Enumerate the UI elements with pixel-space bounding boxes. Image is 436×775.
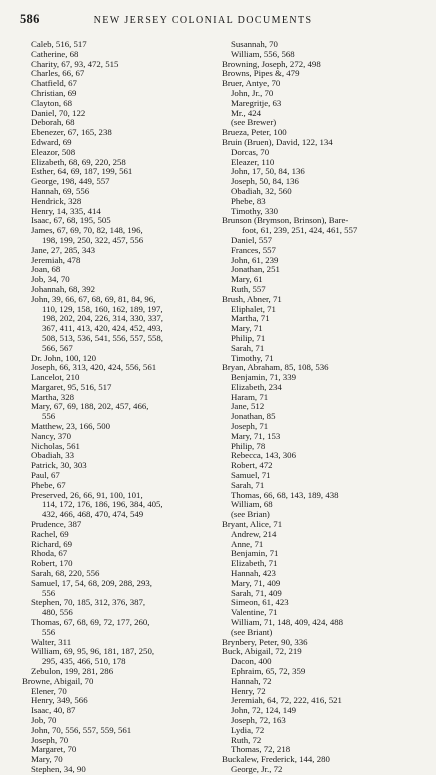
- index-entry-continuation: 432, 466, 468, 470, 474, 549: [42, 510, 144, 520]
- index-entry-continuation: 295, 435, 466, 510, 178: [42, 657, 126, 667]
- index-entry-surname: Buckalew, Frederick, 144, 280: [222, 755, 330, 765]
- index-entry: Sarah, 71: [231, 343, 265, 353]
- index-entry: Charity, 67, 93, 472, 515: [31, 59, 119, 69]
- index-entry: Stephen, 70, 185, 312, 376, 387,: [31, 598, 146, 608]
- index-entry: Ebenezer, 67, 165, 238: [31, 128, 112, 138]
- index-entry-continuation: foot, 61, 239, 251, 424, 461, 557: [242, 226, 358, 236]
- index-entry: Job, 70: [31, 715, 57, 725]
- index-entry-continuation: 556: [42, 588, 56, 598]
- index-entry: Patrick, 30, 303: [31, 461, 87, 471]
- index-entry: Stephen, 34, 90: [31, 764, 86, 774]
- index-entry: Jane, 27, 285, 343: [31, 245, 96, 255]
- index-entry: Rebecca, 143, 306: [231, 451, 296, 461]
- index-entry: Jane, 512: [231, 402, 265, 412]
- index-entry: Catherine, 68: [31, 49, 79, 59]
- index-entry-continuation: 480, 556: [42, 608, 73, 618]
- index-entry: Preserved, 26, 66, 91, 100, 101,: [31, 490, 143, 500]
- index-entry: Matthew, 23, 166, 500: [31, 422, 111, 432]
- index-entry: Jeremiah, 478: [31, 255, 81, 265]
- index-entry: Isaac, 40, 87: [31, 706, 76, 716]
- index-entry: Deborah, 68: [31, 118, 75, 128]
- index-entry-continuation: 556: [42, 627, 56, 637]
- index-column-left: [22, 40, 212, 774]
- index-entry: Mary, 71, 409: [231, 578, 281, 588]
- index-entry: Obadiah, 33: [31, 451, 74, 461]
- index-entry: Anne, 71: [231, 539, 264, 549]
- index-entry: (see Brewer): [231, 118, 277, 128]
- index-entry-continuation: 198, 202, 204, 226, 314, 330, 337,: [42, 314, 163, 324]
- index-entry: John, 39, 66, 67, 68, 69, 81, 84, 96,: [31, 294, 156, 304]
- index-entry: Eliphalet, 71: [231, 304, 276, 314]
- index-entry: Samuel, 71: [231, 471, 271, 481]
- index-entry-continuation: 556: [42, 412, 56, 422]
- index-entry-surname: Bryant, Alice, 71: [222, 520, 283, 530]
- index-entry: Timothy, 330: [231, 206, 279, 216]
- index-entry: Susannah, 70: [231, 40, 278, 49]
- index-entry-surname: Brunson (Brymson, Brinson), Bare-: [222, 216, 349, 226]
- index-entry-surname: Browning, Joseph, 272, 498: [222, 59, 321, 69]
- index-entry: Mary, 67, 69, 188, 202, 457, 466,: [31, 402, 149, 412]
- index-entry: Andrew, 214: [231, 529, 277, 539]
- index-entry: Sarah, 68, 220, 556: [31, 569, 100, 579]
- index-entry: Hannah, 69, 556: [31, 186, 90, 196]
- index-entry: John, Jr., 70: [231, 88, 274, 98]
- index-entry: Dr. John, 100, 120: [31, 353, 97, 363]
- index-entry: Joseph, 66, 313, 420, 424, 556, 561: [31, 363, 157, 373]
- index-entry: Chatfield, 67: [31, 79, 77, 89]
- index-entry: Samuel, 17, 54, 68, 209, 288, 293,: [31, 578, 152, 588]
- index-entry: Mary, 71: [231, 324, 263, 334]
- index-entry-surname: Bryan, Abraham, 85, 108, 536: [222, 363, 329, 373]
- index-entry: Margaret, 95, 516, 517: [31, 382, 112, 392]
- index-entry: Rachel, 69: [31, 529, 69, 539]
- index-entry: Sarah, 71: [231, 480, 265, 490]
- index-entry: Henry, 349, 566: [31, 696, 88, 706]
- index-entry: Hendrick, 328: [31, 196, 82, 206]
- index-entry: (see Briant): [231, 627, 273, 637]
- index-entry: John, 61, 239: [231, 255, 279, 265]
- index-entry: Elizabeth, 71: [231, 559, 278, 569]
- index-entry: (see Brian): [231, 510, 270, 520]
- index-entry-surname: Brush, Abner, 71: [222, 294, 282, 304]
- index-entry: Jonathan, 85: [231, 412, 276, 422]
- index-entry: Haram, 71: [231, 392, 269, 402]
- index-entry-continuation: 110, 129, 158, 160, 162, 189, 197,: [42, 304, 163, 314]
- index-entry: Daniel, 70, 122: [31, 108, 86, 118]
- index-entry: Robert, 170: [31, 559, 73, 569]
- index-entry-surname: Buck, Abigail, 72, 219: [222, 647, 302, 657]
- index-entry: Dacon, 400: [231, 657, 272, 667]
- index-entry: George, Jr., 72: [231, 764, 283, 774]
- running-title: NEW JERSEY COLONIAL DOCUMENTS: [93, 15, 313, 26]
- index-entry: Frances, 557: [231, 245, 276, 255]
- index-entry: Obadiah, 32, 560: [231, 186, 292, 196]
- index-entry: Charles, 66, 67: [31, 69, 85, 79]
- index-entry: Paul, 67: [31, 471, 60, 481]
- index-entry: Elener, 70: [31, 686, 67, 696]
- index-entry: Edward, 69: [31, 137, 72, 147]
- index-entry: Simeon, 61, 423: [231, 598, 289, 608]
- index-entry: Mr., 424: [231, 108, 262, 118]
- index-entry: Rhoda, 67: [31, 549, 68, 559]
- index-entry-surname: Bruer, Antye, 70: [222, 79, 281, 89]
- index-entry-surname: Browne, Abigail, 70: [22, 676, 94, 686]
- index-entry: Benjamin, 71, 339: [231, 373, 296, 383]
- index-entry: Martha, 328: [31, 392, 74, 402]
- index-entry: Timothy, 71: [231, 353, 274, 363]
- index-entry: Sarah, 71, 409: [231, 588, 282, 598]
- index-entry: Phebe, 83: [231, 196, 266, 206]
- index-entry: Eleazer, 110: [231, 157, 275, 167]
- index-entry: John, 70, 556, 557, 559, 561: [31, 725, 132, 735]
- index-entry: Hannah, 423: [231, 569, 276, 579]
- index-entry: Thomas, 72, 218: [231, 745, 291, 755]
- index-entry: Eleazor, 508: [31, 147, 76, 157]
- index-entry-surname: Brueza, Peter, 100: [222, 128, 287, 138]
- index-entry: Mary, 61: [231, 275, 263, 285]
- index-entry: Johannah, 68, 392: [31, 284, 96, 294]
- index-entry: Clayton, 68: [31, 98, 73, 108]
- index-entry-surname: Bruin (Bruen), David, 122, 134: [222, 137, 333, 147]
- index-entry: Joseph, 50, 84, 136: [231, 177, 299, 187]
- index-entry: Nancy, 370: [31, 431, 71, 441]
- index-entry: Zebulon, 199, 281, 286: [31, 667, 114, 676]
- index-entry: Lydia, 72: [231, 725, 265, 735]
- index-entry-continuation: 114, 172, 176, 186, 196, 384, 405,: [42, 500, 163, 510]
- index-entry: Prudence, 387: [31, 520, 82, 530]
- index-entry: Phebe, 67: [31, 480, 66, 490]
- index-entry: Ruth, 557: [231, 284, 266, 294]
- index-entry: William, 556, 568: [231, 49, 295, 59]
- index-entry-surname: Browns, Pipes &, 479: [222, 69, 300, 79]
- page-header: [20, 12, 416, 28]
- index-entry-surname: Brynbery, Peter, 90, 336: [222, 637, 308, 647]
- index-entry: George, 198, 449, 557: [31, 177, 110, 187]
- index-entry: Elizabeth, 234: [231, 382, 282, 392]
- index-entry: Jeremiah, 64, 72, 222, 416, 521: [231, 696, 342, 706]
- index-entry: Richard, 69: [31, 539, 73, 549]
- index-entry: Robert, 472: [231, 461, 273, 471]
- index-entry: Martha, 71: [231, 314, 270, 324]
- index-entry: Dorcas, 70: [231, 147, 270, 157]
- index-entry: James, 67, 69, 70, 82, 148, 196,: [31, 226, 143, 236]
- index-entry: Nicholas, 561: [31, 441, 80, 451]
- index-entry: Walter, 311: [31, 637, 72, 647]
- index-entry: Joseph, 70: [31, 735, 69, 745]
- index-entry-continuation: 566, 567: [42, 343, 73, 353]
- index-entry: John, 17, 50, 84, 136: [231, 167, 305, 177]
- index-entry: Ephraim, 65, 72, 359: [231, 667, 306, 676]
- index-entry: Esther, 64, 69, 187, 199, 561: [31, 167, 133, 177]
- index-entry: Thomas, 67, 68, 69, 72, 177, 260,: [31, 618, 150, 628]
- index-entry: William, 71, 148, 409, 424, 488: [231, 618, 344, 628]
- index-entry: Thomas, 66, 68, 143, 189, 438: [231, 490, 339, 500]
- index-entry: John, 72, 124, 149: [231, 706, 297, 716]
- index-entry: William, 69, 95, 96, 181, 187, 250,: [31, 647, 155, 657]
- index-entry: Lancelot, 210: [31, 373, 80, 383]
- index-entry: Joseph, 72, 163: [231, 715, 286, 725]
- index-entry: Margaret, 70: [31, 745, 77, 755]
- index-entry: Daniel, 557: [231, 235, 273, 245]
- index-entry: Joseph, 71: [231, 422, 269, 432]
- index-entry: Jonathan, 251: [231, 265, 280, 275]
- index-entry: Benjamin, 71: [231, 549, 279, 559]
- index-entry-continuation: 367, 411, 413, 420, 424, 452, 493,: [42, 324, 163, 334]
- index-entry: Philip, 71: [231, 333, 266, 343]
- page-number: 586: [20, 12, 40, 26]
- index-entry: Christian, 69: [31, 88, 77, 98]
- index-entry: Hannah, 72: [231, 676, 272, 686]
- index-entry-continuation: 198, 199, 250, 322, 457, 556: [42, 235, 144, 245]
- index-entry: Philip, 78: [231, 441, 266, 451]
- index-entry: Mary, 71, 153: [231, 431, 281, 441]
- index-entry-continuation: 508, 513, 536, 541, 556, 557, 558,: [42, 333, 163, 343]
- index-entry: Henry, 14, 335, 414: [31, 206, 101, 216]
- index-column-right: [222, 40, 420, 774]
- index-entry: Henry, 72: [231, 686, 266, 696]
- index-entry: Elizabeth, 68, 69, 220, 258: [31, 157, 126, 167]
- index-columns: [22, 40, 420, 774]
- index-entry: Joan, 68: [31, 265, 61, 275]
- index-entry: Valentine, 71: [231, 608, 278, 618]
- index-entry: Job, 34, 70: [31, 275, 70, 285]
- index-entry: Isaac, 67, 68, 195, 505: [31, 216, 111, 226]
- index-entry: William, 68: [231, 500, 273, 510]
- index-entry: Ruth, 72: [231, 735, 262, 745]
- index-entry: Mary, 70: [31, 755, 63, 765]
- index-entry: Caleb, 516, 517: [31, 40, 87, 49]
- index-entry: Maregritje, 63: [231, 98, 282, 108]
